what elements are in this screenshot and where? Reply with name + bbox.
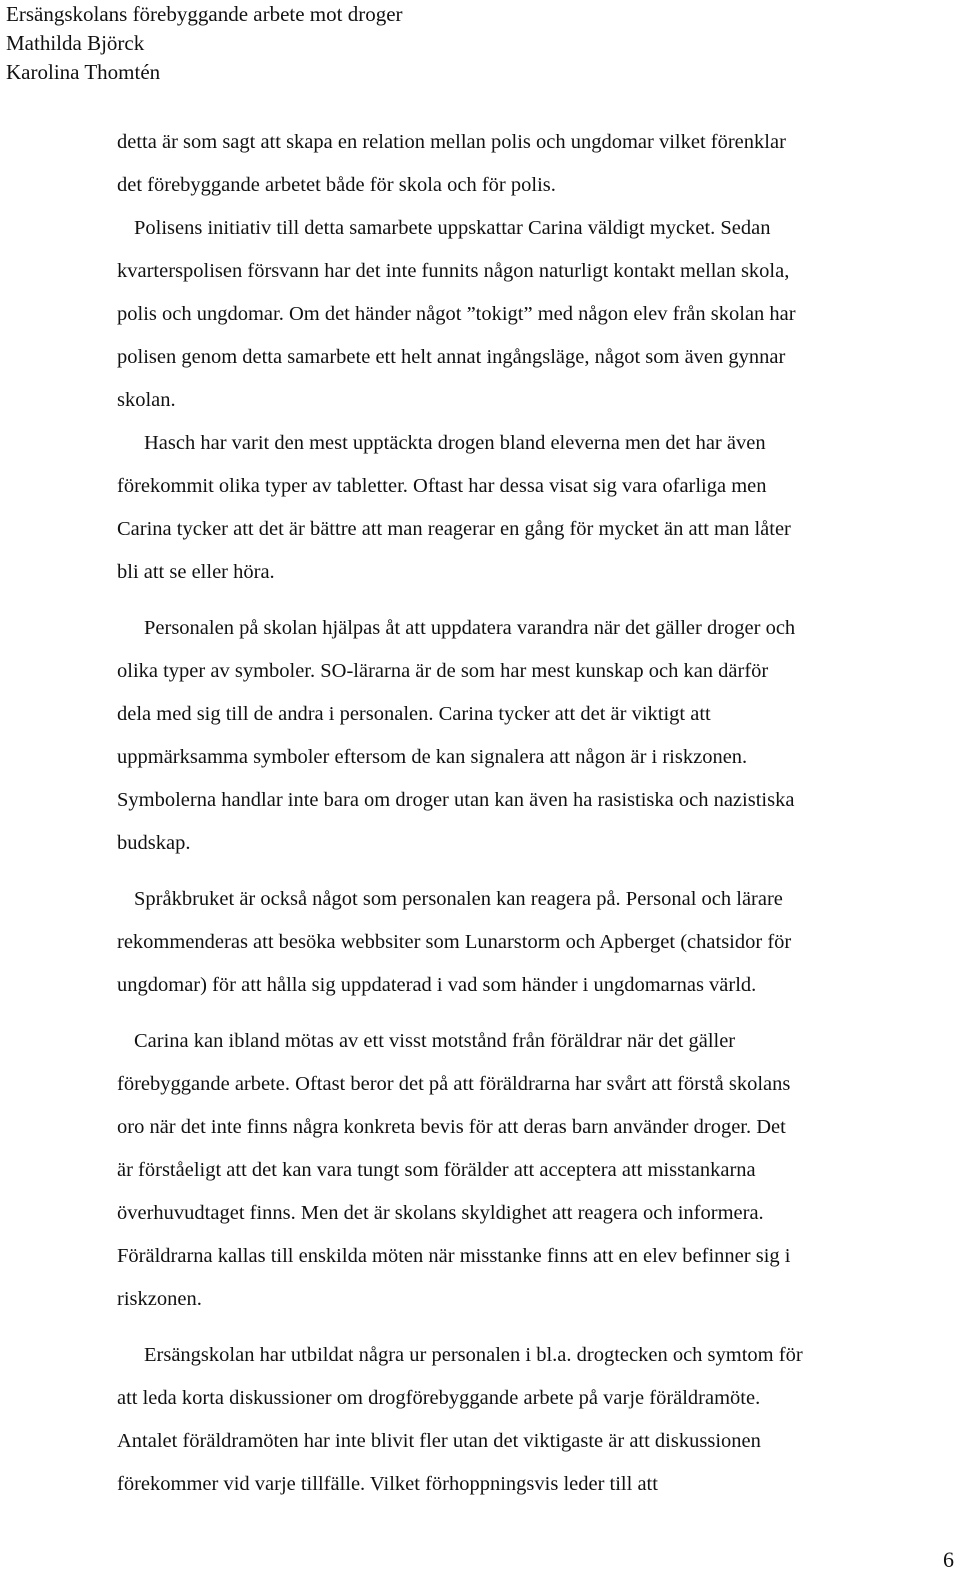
text-line: riskzonen. (117, 1288, 202, 1310)
text-line: ungdomar) för att hålla sig uppdaterad i vad som händer i ungdomarnas värld. (117, 974, 757, 996)
text-line: oro när det inte finns några konkreta bevis för att deras barn använder droger. Det (117, 1116, 786, 1138)
text-line: Hasch har varit den mest upptäckta drogen bland eleverna men det har även (144, 432, 766, 454)
document-header (6, 0, 403, 87)
text-line: det förebyggande arbetet både för skola och för polis. (117, 174, 556, 196)
text-line: är förståeligt att det kan vara tungt som förälder att acceptera att misstankarna (117, 1159, 756, 1181)
text-line: Carina tycker att det är bättre att man reagerar en gång för mycket än att man låter (117, 518, 791, 540)
text-line: Ersängskolan har utbildat några ur personalen i bl.a. drogtecken och symtom för (144, 1344, 803, 1366)
text-line: överhuvudtaget finns. Men det är skolans skyldighet att reagera och informera. (117, 1202, 764, 1224)
text-line: detta är som sagt att skapa en relation mellan polis och ungdomar vilket förenklar (117, 131, 786, 153)
text-line: kvarterspolisen försvann har det inte funnits någon naturligt kontakt mellan skola, (117, 260, 790, 282)
text-line: Polisens initiativ till detta samarbete uppskattar Carina väldigt mycket. Sedan (134, 217, 771, 239)
author-name: Mathilda Björck (6, 31, 145, 55)
text-line: Språkbruket är också något som personalen kan reagera på. Personal och lärare (134, 888, 783, 910)
text-line: Personalen på skolan hjälpas åt att uppdatera varandra när det gäller droger och (144, 617, 796, 639)
text-line: förekommit olika typer av tabletter. Oftast har dessa visat sig vara ofarliga men (117, 475, 767, 497)
text-line: budskap. (117, 832, 191, 854)
text-line: Föräldrarna kallas till enskilda möten när misstanke finns att en elev befinner sig i (117, 1245, 791, 1267)
text-line: att leda korta diskussioner om drogförebyggande arbete på varje föräldramöte. (117, 1387, 761, 1409)
text-line: rekommenderas att besöka webbsiter som Lunarstorm och Apberget (chatsidor för (117, 931, 792, 953)
text-line: förebyggande arbete. Oftast beror det på att föräldrarna har svårt att förstå skolans (117, 1073, 791, 1095)
text-line: uppmärksamma symboler eftersom de kan signalera att någon är i riskzonen. (117, 746, 748, 768)
document-title: Ersängskolans förebyggande arbete mot droger (6, 2, 403, 26)
text-line: Symbolerna handlar inte bara om droger utan kan även ha rasistiska och nazistiska (117, 789, 795, 811)
page-number: 6 (943, 1547, 954, 1572)
text-line: Antalet föräldramöten har inte blivit fler utan det viktigaste är att diskussionen (117, 1430, 761, 1452)
text-line: skolan. (117, 389, 176, 411)
text-line: polis och ungdomar. Om det händer något ”tokigt” med någon elev från skolan har (117, 303, 796, 325)
text-line: polisen genom detta samarbete ett helt annat ingångsläge, något som även gynnar (117, 346, 786, 368)
text-line: olika typer av symboler. SO-lärarna är de som har mest kunskap och kan därför (117, 660, 769, 682)
text-line: förekommer vid varje tillfälle. Vilket förhoppningsvis leder till att (117, 1473, 658, 1495)
author-name: Karolina Thomtén (6, 60, 161, 84)
text-line: dela med sig till de andra i personalen. Carina tycker att det är viktigt att (117, 703, 711, 725)
text-line: bli att se eller höra. (117, 561, 275, 583)
text-line: Carina kan ibland mötas av ett visst motstånd från föräldrar när det gäller (134, 1030, 736, 1052)
